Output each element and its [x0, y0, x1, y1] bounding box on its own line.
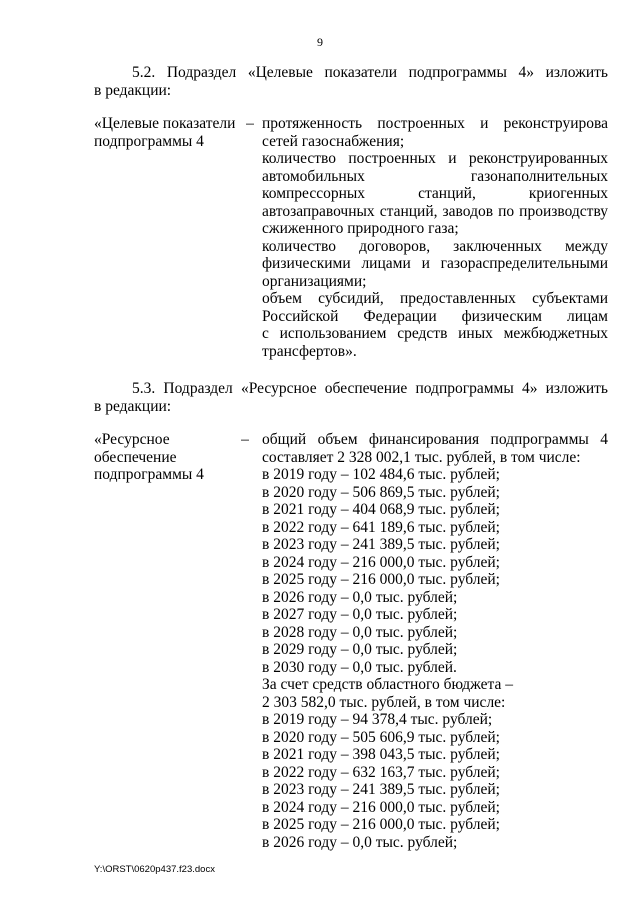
- section-5-3-heading: [94, 380, 608, 415]
- content-line: в 2027 году – 0,0 тыс. рублей;: [262, 606, 458, 623]
- file-path-footer: Y:\ORST\0620p437.f23.docx: [94, 864, 215, 875]
- content-line: физическими лицами и газораспределительными: [262, 255, 608, 272]
- content-line: в 2025 году – 216 000,0 тыс. рублей;: [262, 816, 500, 833]
- resources-content: [262, 431, 608, 851]
- content-line: Российской Федерации физическим лицам: [262, 307, 608, 325]
- content-line: в 2023 году – 241 389,5 тыс. рублей;: [262, 536, 500, 553]
- label-line: «Ресурсное: [94, 431, 170, 448]
- content-line: протяженность построенных и реконструирова: [262, 115, 608, 132]
- content-line: в 2020 году – 505 606,9 тыс. рублей;: [262, 728, 500, 746]
- label-line: подпрограммы 4: [94, 466, 204, 483]
- content-line: общий объем финансирования подпрограммы 4: [262, 431, 608, 448]
- section-5-3-line-1: 5.3. Подраздел «Ресурсное обеспечение подпрограммы 4» изложить: [132, 380, 608, 397]
- targets-dash: –: [246, 115, 254, 132]
- section-5-2-heading: [94, 64, 608, 99]
- content-line: в 2030 году – 0,0 тыс. рублей.: [262, 658, 457, 676]
- content-line: количество договоров, заключенных между: [262, 237, 608, 255]
- content-line: 2 303 582,0 тыс. рублей, в том числе:: [262, 693, 506, 711]
- targets-label: [94, 115, 244, 150]
- content-line: количество построенных и реконструированных: [262, 150, 608, 167]
- content-line: в 2021 году – 398 043,5 тыс. рублей;: [262, 746, 500, 763]
- content-line: в 2025 году – 216 000,0 тыс. рублей;: [262, 571, 500, 588]
- section-5-2-line-1: 5.2. Подраздел «Целевые показатели подпрограммы 4» изложить: [132, 64, 608, 81]
- content-line: в 2028 году – 0,0 тыс. рублей;: [262, 623, 458, 641]
- resources-dash: –: [241, 431, 249, 448]
- page-number: 9: [317, 35, 323, 49]
- content-line: автомобильных газонаполнительных: [262, 167, 608, 185]
- content-line: в 2026 году – 0,0 тыс. рублей;: [262, 833, 458, 851]
- content-line: в 2024 году – 216 000,0 тыс. рублей;: [262, 553, 500, 571]
- label-line: обеспечение: [94, 448, 177, 466]
- content-line: объем субсидий, предоставленных субъектами: [262, 290, 608, 307]
- section-5-3-line-2: в редакции:: [94, 397, 172, 415]
- content-line: в 2026 году – 0,0 тыс. рублей;: [262, 588, 458, 606]
- content-line: сетей газоснабжения;: [262, 132, 405, 150]
- content-line: в 2019 году – 94 378,4 тыс. рублей;: [262, 711, 493, 728]
- targets-content: [262, 115, 608, 360]
- content-line: сжиженного природного газа;: [262, 220, 459, 237]
- content-line: автозаправочных станций, заводов по производству: [262, 202, 608, 220]
- label-line: «Целевые показатели: [94, 115, 236, 132]
- content-line: в 2022 году – 632 163,7 тыс. рублей;: [262, 763, 500, 781]
- label-line: подпрограммы 4: [94, 132, 204, 150]
- content-line: За счет средств областного бюджета –: [262, 676, 514, 693]
- content-line: трансфертов».: [262, 342, 357, 360]
- content-line: составляет 2 328 002,1 тыс. рублей, в том числе:: [262, 448, 581, 466]
- content-line: в 2020 году – 506 869,5 тыс. рублей;: [262, 483, 500, 501]
- content-line: в 2024 году – 216 000,0 тыс. рублей;: [262, 798, 500, 816]
- content-line: в 2022 году – 641 189,6 тыс. рублей;: [262, 518, 500, 536]
- content-line: компрессорных станций, криогенных: [262, 185, 608, 202]
- content-line: в 2019 году – 102 484,6 тыс. рублей;: [262, 466, 500, 483]
- resources-label: [94, 431, 244, 484]
- content-line: в 2023 году – 241 389,5 тыс. рублей;: [262, 781, 500, 798]
- content-line: в 2021 году – 404 068,9 тыс. рублей;: [262, 501, 500, 518]
- content-line: в 2029 году – 0,0 тыс. рублей;: [262, 641, 458, 658]
- content-line: организациями;: [262, 272, 367, 290]
- content-line: с использованием средств иных межбюджетных: [262, 325, 608, 342]
- section-5-2-line-2: в редакции:: [94, 81, 172, 99]
